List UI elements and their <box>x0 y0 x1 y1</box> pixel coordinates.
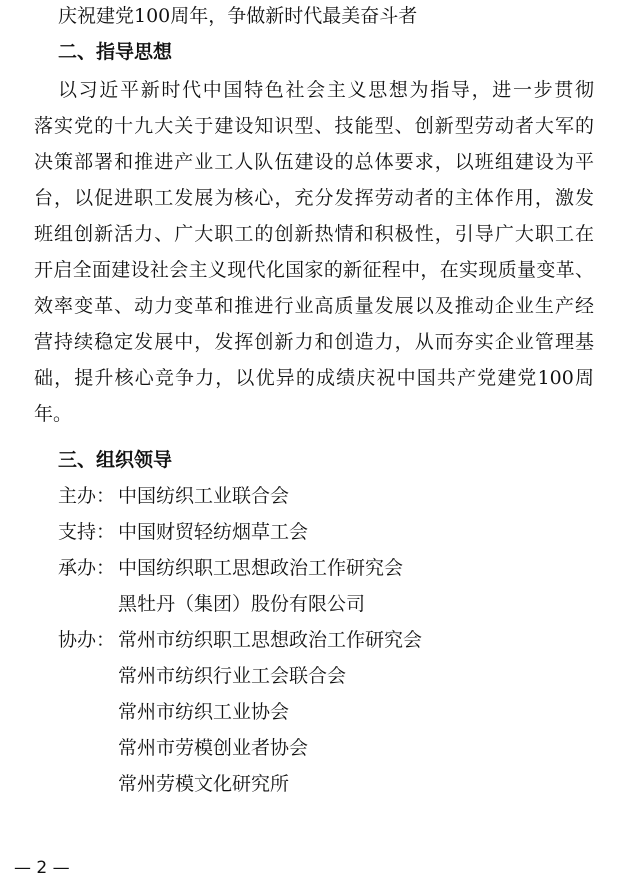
paragraph-line: 年。 <box>34 403 73 425</box>
co-organizer-item: 常州劳模文化研究所 <box>118 773 290 795</box>
co-organizer-item: 常州市纺织行业工会联合会 <box>118 665 347 687</box>
paragraph-line: 落实党的十九大关于建设知识型、技能型、创新型劳动者大军的 <box>34 115 594 137</box>
organizer-item: 黑牡丹（集团）股份有限公司 <box>118 593 366 615</box>
co-organizer-item: 常州市纺织职工思想政治工作研究会 <box>118 629 423 651</box>
paragraph-line: 营持续稳定发展中，发挥创新力和创造力，从而夯实企业管理基 <box>34 331 594 353</box>
paragraph-line: 础，提升核心竞争力，以优异的成绩庆祝中国共产党建党100周 <box>34 367 594 389</box>
paragraph-line: 决策部署和推进产业工人队伍建设的总体要求，以班组建设为平 <box>34 151 594 173</box>
section3-heading: 三、组织领导 <box>58 449 173 471</box>
organizer-label: 承办： <box>58 557 116 579</box>
section2-heading: 二、指导思想 <box>58 41 173 63</box>
co-organizer-item: 常州市劳模创业者协会 <box>118 737 309 759</box>
paragraph-line: 班组创新活力、广大职工的创新热情和积极性，引导广大职工在 <box>34 223 594 245</box>
paragraph-line: 开启全面建设社会主义现代化国家的新征程中，在实现质量变革、 <box>34 259 594 281</box>
support-label: 支持： <box>58 521 116 543</box>
support-value: 中国财贸轻纺烟草工会 <box>118 521 309 543</box>
paragraph-line: 台，以促进职工发展为核心，充分发挥劳动者的主体作用，激发 <box>34 187 594 209</box>
paragraph-line: 效率变革、动力变革和推进行业高质量发展以及推动企业生产经 <box>34 295 594 317</box>
co-organizer-label: 协办： <box>58 629 116 651</box>
paragraph-line: 以习近平新时代中国特色社会主义思想为指导，进一步贯彻 <box>58 79 594 101</box>
host-value: 中国纺织工业联合会 <box>118 485 290 507</box>
host-label: 主办： <box>58 485 116 507</box>
intro-line: 庆祝建党100周年，争做新时代最美奋斗者 <box>58 5 418 27</box>
organizer-item: 中国纺织职工思想政治工作研究会 <box>118 557 404 579</box>
page-number: — 2 — <box>14 858 70 878</box>
co-organizer-item: 常州市纺织工业协会 <box>118 701 290 723</box>
